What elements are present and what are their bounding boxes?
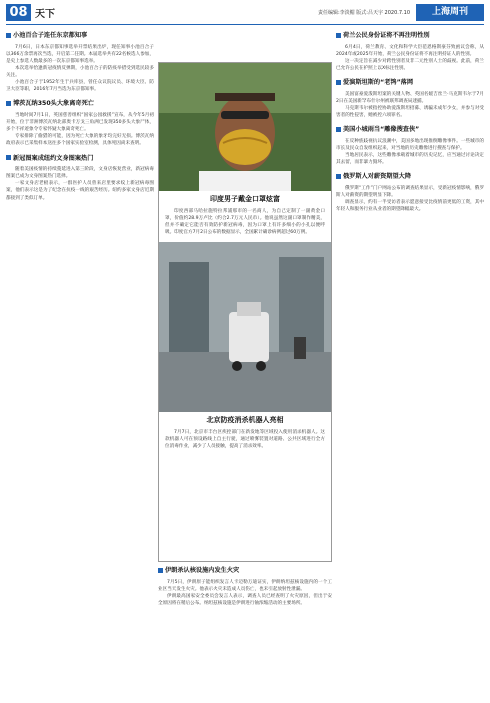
- article-paragraph: 这一决定旨在减少对跨性别者及非二元性别人士的歧视。此前，荷兰已允许公民在护照上以X标注性别。: [336, 58, 484, 71]
- robot-photo: [159, 242, 331, 412]
- article-paragraph: 专家排除了偷猎的可能，因为死亡大象的象牙均完好无损。博茨瓦纳政府表示已采集样本送往多个国家实验室检测，具体死因尚未查明。: [6, 134, 154, 147]
- masthead-logo: 上海周刊: [416, 4, 484, 21]
- article-title: 小池百合子连任东京都知事: [6, 31, 154, 41]
- article: [336, 78, 484, 119]
- article-title: 博茨瓦纳350头大象离奇死亡: [6, 99, 154, 109]
- article-paragraph: 当地时间7月1日，英国慈善组织“国家公园救援”宣布，从今年5月初开始，位于非洲博茨瓦纳北部奥卡万戈三角洲已发现350多头大象尸体，多个不祥迹象令专家怀疑大象离奇死亡。: [6, 112, 154, 133]
- article-paragraph: 俄罗斯“工作”门户网站公布的调查结果显示，受新冠疫情影响，俄罗斯人对薪资的期望明显下降。: [336, 185, 484, 198]
- article-title: 俄罗斯人对薪资期望大降: [336, 172, 484, 182]
- article-title: 伊朗杀认核设施内发生火灾: [158, 566, 332, 576]
- header-rule: [6, 24, 484, 25]
- editor-meta: 责任编辑:李淡楣 版式:吕天宇 2020.7.10: [318, 10, 410, 16]
- article-paragraph: 在反种族歧视抗议浪潮中，美国多地出现推倒雕像事件。一些城市的市长及民众自发组织起来，对当地的历史雕像进行搜查与保护。: [336, 138, 484, 151]
- article-title: 爱演斯坦斯的“老鸨”落网: [336, 78, 484, 88]
- bottom-article: [158, 565, 332, 607]
- page-header: [0, 0, 490, 26]
- article-paragraph: 调查显示，约有一半受访者表示愿意接受比疫情前更低的工资，其中年轻人和服务行业从业者的期望降幅最大。: [336, 199, 484, 213]
- article-paragraph: 马克斯韦尔被指控协助爱泼斯坦招募、诱骗未成年少女，并参与对受害者的性侵害，她被控六项罪名。: [336, 105, 484, 118]
- article-paragraph: 小池百合子于1952年生于兵库县，曾任众议院议员、环境大臣、防卫大臣等职，2016年7月当选为东京都知事。: [6, 80, 154, 93]
- article: [6, 99, 154, 147]
- photo-text: 印度西部马哈拉施特拉邦浦那市的一名商人，为自己定制了一副黄金口罩，价值约28.9万卢比（约合2.7万元人民币）。他说虽然这副口罩制作精美，但并不确定它能否有效防护新冠病毒，因为口罩上有许多细小的小孔以便呼吸。印度官方7月2日公布的数据显示，全国累计确诊病例超过60万例。: [165, 208, 325, 236]
- article-paragraph: 一家文身店老板表示，一群医护人员曾来店里要求纹上新冠病毒图案，他们表示这是为了纪念在抗疫一线的艰苦经历。纽约多家文身店近期都接到了类似订单。: [6, 181, 154, 201]
- article-paragraph: 伊朗最高国家安全委员会发言人表示，调查人员已经查明了火灾原因，但出于安全原因将在稍后公布。纳坦兹核设施是伊朗进行铀浓缩活动的主要场所。: [158, 593, 332, 606]
- photo-caption: 印度男子戴金口罩炫富: [210, 195, 280, 203]
- article-paragraph: 本次选举恰逢新冠疫情反弹期，小池百合子的防疫举措受到选民较多关注。: [6, 65, 154, 79]
- article-paragraph: 6月4日，荷兰教育、文化和科学大臣范恩格斯豪芬致函议会称，从2024年或2025年开始，荷兰公民身份证将不再注明持证人的性别。: [336, 44, 484, 57]
- photo-feature-box: [158, 62, 332, 562]
- article-title: 美国小城雨当“雕像搜查侠”: [336, 125, 484, 135]
- page-number: 08: [6, 4, 31, 21]
- article-paragraph: 美国富豪爱泼斯坦案的关键人物、英国名媛吉丝兰·马克斯韦尔于7月2日在美国新罕布什尔州被联邦调查局逮捕。: [336, 91, 484, 104]
- photo-text: 7月7日，北京市丰台区疾控部门在新发地等区域投入使用消杀机器人。这款机器人可在预设路线上自主行驶，通过喷雾装置对道路、公共区域进行全方位消毒作业，减少了人员接触，提高了消杀效率。: [165, 430, 325, 450]
- disinfection-robot-illustration: [159, 242, 331, 412]
- article: [336, 125, 484, 166]
- article-paragraph: 随着美国疫情的持续蔓延进入第三阶段，文身店恢复营业，新冠病毒图案已成为文身图案热门选择。: [6, 167, 154, 180]
- article: [336, 31, 484, 72]
- article-title: 荷兰公民身份证将不再注明性别: [336, 31, 484, 41]
- article-paragraph: 7月6日，日本东京都知事选举开票结果出炉，现任知事小池百合子以366万余票再次当选，开启第二任期。本届选举共有22名候选人参加，是史上参选人数最多的一次东京都知事选举。: [6, 44, 154, 64]
- right-column: [336, 30, 484, 700]
- article: [6, 154, 154, 202]
- section-title: 天下: [35, 9, 55, 20]
- gold-mask-illustration: [159, 63, 331, 191]
- article: [336, 172, 484, 213]
- article-title: 新冠图案成纽约文身图案热门: [6, 154, 154, 164]
- left-column: [6, 30, 154, 700]
- photo-caption: 北京防疫消杀机器人亮相: [206, 416, 284, 425]
- article-paragraph: 当地居民表示，这些雕像承载着城市的历史记忆，应当通过讨论决定其去留，而非暴力毁坏。: [336, 152, 484, 166]
- article-paragraph: 7月5日，伊朗原子能组织发言人卡迈勒万迪证实，伊朗纳坦兹核设施内的一个工业区当天发生火灾。他表示火灾未造成人员伤亡，也未引起放射性泄漏。: [158, 579, 332, 592]
- article: [6, 31, 154, 93]
- gold-mask-photo: [159, 63, 331, 191]
